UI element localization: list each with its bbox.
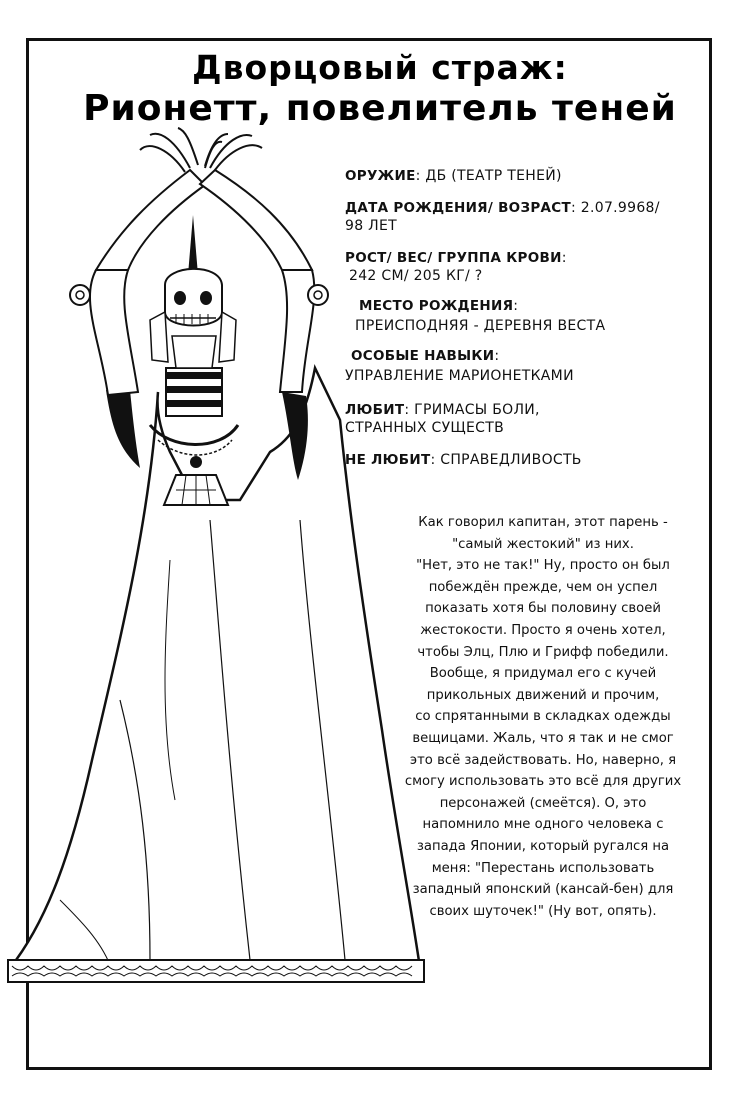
hands bbox=[140, 128, 262, 172]
dislikes-label: НЕ ЛЮБИТ bbox=[345, 452, 431, 468]
profile-height-weight-cont bbox=[349, 265, 699, 286]
weapon-label: ОРУЖИЕ bbox=[345, 168, 416, 184]
profile-skills bbox=[351, 345, 701, 366]
likes-value-2: СТРАННЫХ СУЩЕСТВ bbox=[345, 420, 504, 436]
robe-hem bbox=[8, 960, 424, 982]
skills-colon: : bbox=[494, 348, 500, 364]
author-comment: Как говорил капитан, этот парень - "самый жестокий" из них. "Нет, это не так!" Ну, просто он был побеждён прежде, чем он успел показать хотя бы половину своей жестокости. Просто я очень хотел, чтобы Элц, Плю и Грифф победили. Вообще, я придумал его с кучей прикольных движений и прочим, со спрятанными в складках одежды вещицами. Жаль, что я так и не смог это всё задействовать. Но, наверно, я смогу использовать это всё для других персонажей (смеётся). О, это напомнило мне одного человека с запада Японии, который ругался на меня: "Перестань использовать западный японский (кансай-бен) для своих шуточек!" (Ну вот, опять). bbox=[404, 515, 682, 919]
pendant-jewel bbox=[190, 456, 202, 468]
height-weight-label: РОСТ/ ВЕС/ ГРУППА КРОВИ bbox=[345, 250, 562, 266]
profile-birth-age-cont bbox=[345, 215, 695, 236]
height-weight-colon: : bbox=[561, 250, 567, 266]
profile-dislikes bbox=[345, 449, 695, 470]
profile-likes-cont bbox=[345, 417, 695, 438]
birthplace-value: ПРЕИСПОДНЯЯ - ДЕРЕВНЯ ВЕСТА bbox=[355, 318, 606, 334]
weapon-value: : ДБ (ТЕАТР ТЕНЕЙ) bbox=[415, 168, 562, 184]
profile-birthplace-cont bbox=[355, 315, 705, 336]
page-title-line-1: Дворцовый страж: bbox=[192, 48, 568, 87]
birth-age-value: : 2.07.9968/ bbox=[571, 200, 660, 216]
striped-torso bbox=[166, 336, 222, 416]
height-weight-value: 242 СМ/ 205 КГ/ ? bbox=[349, 268, 483, 284]
dislikes-value: : СПРАВЕДЛИВОСТЬ bbox=[430, 452, 582, 468]
skills-value: УПРАВЛЕНИЕ МАРИОНЕТКАМИ bbox=[345, 368, 574, 384]
profile-weapon bbox=[345, 165, 695, 186]
skills-label: ОСОБЫЕ НАВЫКИ bbox=[351, 348, 495, 364]
page-title-line-2: Рионетт, повелитель теней bbox=[83, 88, 677, 129]
birth-age-label: ДАТА РОЖДЕНИЯ/ ВОЗРАСТ bbox=[345, 200, 572, 216]
likes-label: ЛЮБИТ bbox=[345, 402, 405, 418]
head-spike bbox=[188, 215, 198, 275]
birthplace-label: МЕСТО РОЖДЕНИЯ bbox=[359, 298, 514, 314]
likes-value: : ГРИМАСЫ БОЛИ, bbox=[404, 402, 540, 418]
profile-birthplace bbox=[359, 295, 709, 316]
birth-age-value-2: 98 ЛЕТ bbox=[345, 218, 397, 234]
left-sleeve-shadow bbox=[106, 390, 140, 468]
profile-skills-cont bbox=[345, 365, 695, 386]
birthplace-colon: : bbox=[513, 298, 519, 314]
